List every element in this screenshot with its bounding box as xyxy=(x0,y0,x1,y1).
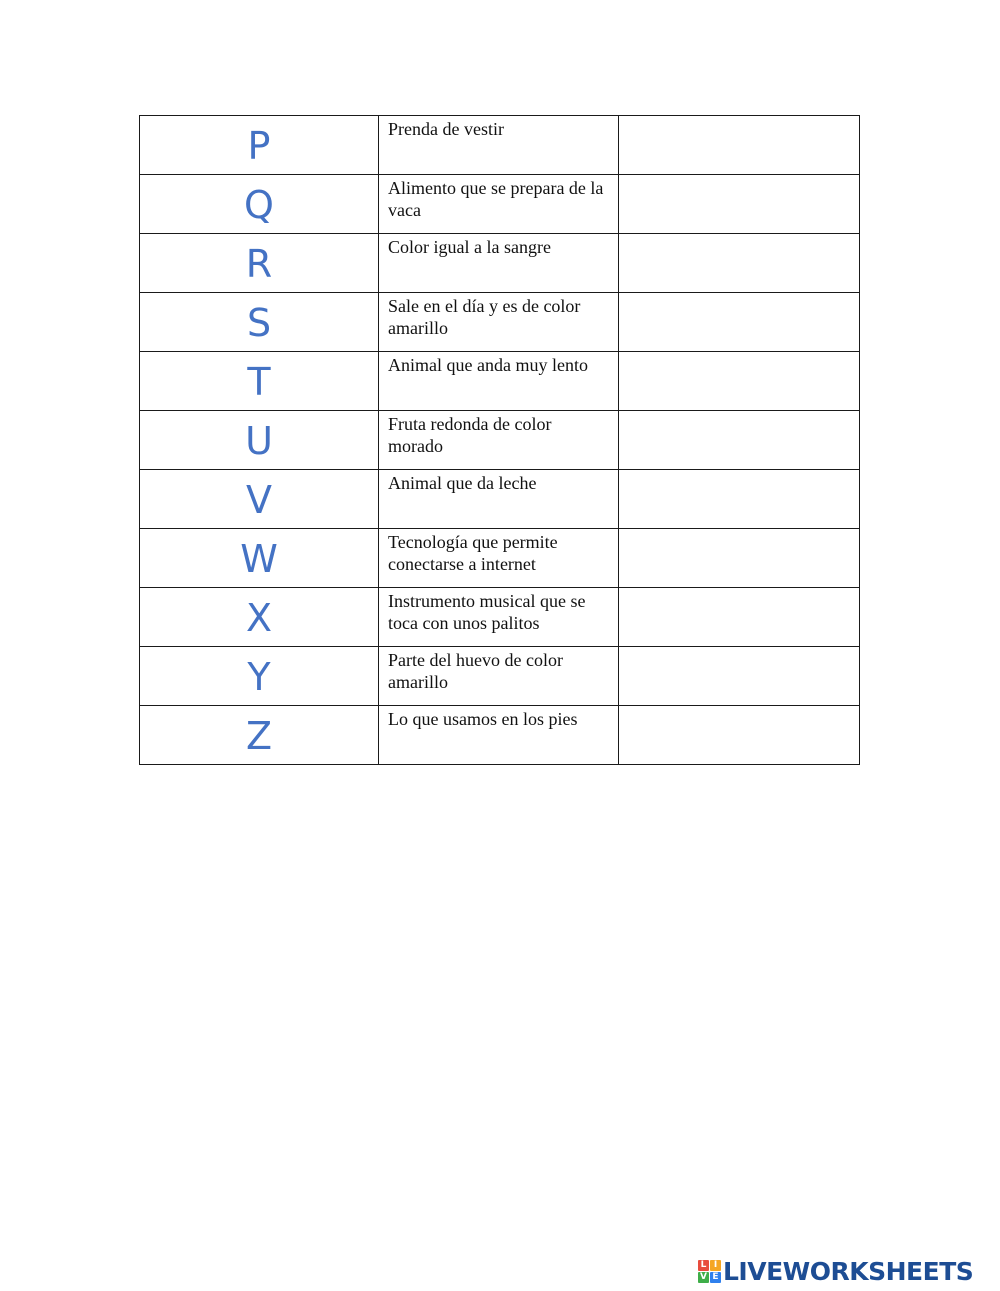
liveworksheets-logo xyxy=(698,1258,973,1284)
table-row xyxy=(140,234,860,293)
answer-cell[interactable] xyxy=(619,234,860,293)
letter-cell xyxy=(140,470,379,529)
clue-cell xyxy=(379,529,619,588)
letter: P xyxy=(247,124,271,168)
letter: S xyxy=(246,301,272,345)
clue-cell xyxy=(379,647,619,706)
clue-cell xyxy=(379,175,619,234)
answer-cell[interactable] xyxy=(619,411,860,470)
letter: Y xyxy=(247,655,271,699)
clue-text: Animal que anda muy lento xyxy=(388,355,588,375)
answer-cell[interactable] xyxy=(619,529,860,588)
clue-text: Tecnología que permite conectarse a internet xyxy=(388,532,558,574)
letter-cell xyxy=(140,529,379,588)
answer-cell[interactable] xyxy=(619,352,860,411)
table-row xyxy=(140,529,860,588)
letter-cell xyxy=(140,588,379,647)
letter: X xyxy=(245,596,273,640)
alphabet-clue-table xyxy=(139,115,860,765)
logo-mark-letter: L xyxy=(698,1260,709,1271)
letter-cell xyxy=(140,293,379,352)
letter-cell xyxy=(140,352,379,411)
letter-cell xyxy=(140,116,379,175)
table-row xyxy=(140,411,860,470)
answer-cell[interactable] xyxy=(619,116,860,175)
clue-text: Parte del huevo de color amarillo xyxy=(388,650,563,692)
clue-cell xyxy=(379,588,619,647)
table-row xyxy=(140,352,860,411)
table-row xyxy=(140,647,860,706)
answer-cell[interactable] xyxy=(619,175,860,234)
logo-mark-letter: V xyxy=(698,1272,709,1283)
table-row xyxy=(140,116,860,175)
clue-text: Prenda de vestir xyxy=(388,119,504,139)
clue-cell xyxy=(379,293,619,352)
clue-cell xyxy=(379,352,619,411)
clue-text: Instrumento musical que se toca con unos palitos xyxy=(388,591,586,633)
table-row xyxy=(140,175,860,234)
answer-cell[interactable] xyxy=(619,470,860,529)
answer-cell[interactable] xyxy=(619,706,860,765)
clue-text: Lo que usamos en los pies xyxy=(388,709,578,729)
logo-mark-icon xyxy=(698,1260,721,1283)
table-row xyxy=(140,293,860,352)
answer-cell[interactable] xyxy=(619,588,860,647)
table-row xyxy=(140,706,860,765)
letter-cell xyxy=(140,647,379,706)
clue-cell xyxy=(379,411,619,470)
letter: V xyxy=(246,478,272,522)
table-row xyxy=(140,588,860,647)
table-row xyxy=(140,470,860,529)
clue-cell xyxy=(379,470,619,529)
clue-cell xyxy=(379,116,619,175)
logo-text: LIVEWORKSHEETS xyxy=(723,1256,974,1286)
clue-text: Color igual a la sangre xyxy=(388,237,551,257)
letter-cell xyxy=(140,411,379,470)
clue-cell xyxy=(379,234,619,293)
letter: R xyxy=(245,242,273,286)
clue-text: Fruta redonda de color morado xyxy=(388,414,552,456)
answer-cell[interactable] xyxy=(619,647,860,706)
logo-mark-letter: E xyxy=(710,1272,721,1283)
answer-cell[interactable] xyxy=(619,293,860,352)
letter: Z xyxy=(245,714,273,758)
letter: Q xyxy=(244,183,274,227)
letter: W xyxy=(240,537,278,581)
clue-cell xyxy=(379,706,619,765)
clue-text: Animal que da leche xyxy=(388,473,537,493)
logo-mark-letter: I xyxy=(710,1260,721,1271)
clue-text: Alimento que se prepara de la vaca xyxy=(388,178,604,220)
letter-cell xyxy=(140,175,379,234)
letter: U xyxy=(245,419,273,463)
letter: T xyxy=(247,360,271,404)
letter-cell xyxy=(140,234,379,293)
clue-text: Sale en el día y es de color amarillo xyxy=(388,296,581,338)
letter-cell xyxy=(140,706,379,765)
